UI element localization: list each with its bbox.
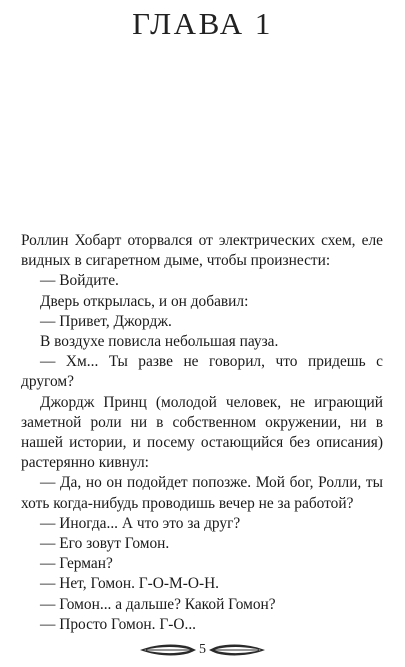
paragraph: Роллин Хобарт оторвался от электрических схем, еле видных в сигаретном дыме, чтобы произнести: [21, 232, 383, 270]
page-number: 5 [199, 642, 206, 657]
paragraph: — Иногда... А что это за друг? [40, 514, 241, 532]
paragraph: — Хм... Ты разве не говорил, что придешь с другом? [21, 353, 383, 391]
paragraph: — Нет, Гомон. Г-О-М-О-Н. [40, 575, 220, 593]
chapter-text [21, 231, 383, 635]
page-footer [0, 639, 405, 661]
paragraph: — Его зовут Гомон. [40, 535, 170, 553]
paragraph: — Гомон... а дальше? Какой Гомон? [40, 595, 276, 613]
paragraph: Дверь открылась, и он добавил: [40, 292, 249, 310]
paragraph: — Войдите. [40, 272, 119, 290]
paragraph: — Просто Гомон. Г-О... [40, 615, 197, 633]
chapter-title: ГЛАВА 1 [132, 6, 273, 41]
paragraph: — Герман? [40, 555, 113, 573]
paragraph: В воздухе повисла небольшая пауза. [40, 333, 279, 351]
paragraph: — Да, но он подойдет попозже. Мой бог, Ролли, ты хоть когда-нибудь проводишь вечер не за работой? [21, 474, 383, 512]
paragraph: Джордж Принц (молодой человек, не играющий заметной роли ни в собственном окружении, ни в нашей истории, и посему остающийся без описания) растерянно кивнул: [21, 393, 383, 472]
paragraph: — Привет, Джордж. [40, 312, 172, 330]
